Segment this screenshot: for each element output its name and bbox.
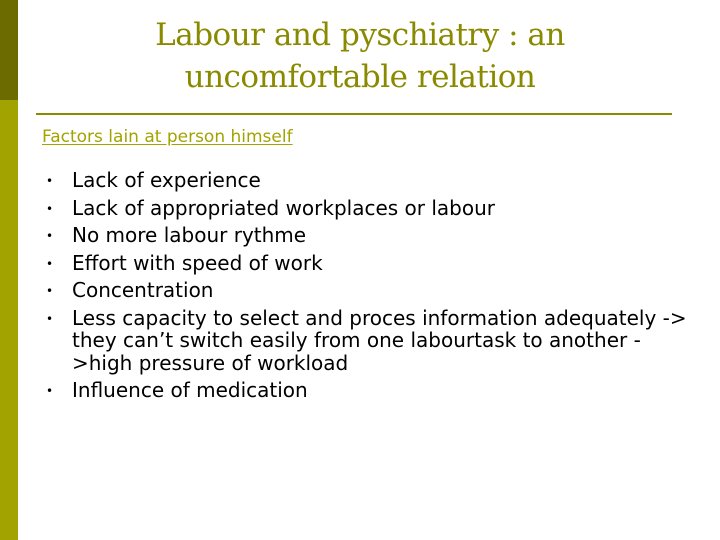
bullet-item — [40, 279, 690, 302]
bullet-item — [40, 197, 690, 220]
bullet-item — [40, 252, 690, 275]
bullet-item — [40, 169, 690, 192]
bullet-icon: • — [46, 229, 54, 243]
bullet-icon: • — [46, 256, 54, 271]
bullet-icon: • — [46, 311, 54, 326]
title-divider — [36, 113, 672, 115]
bullet-text: Effort with speed of work — [72, 250, 323, 275]
bullet-icon: • — [46, 174, 54, 188]
bullet-text: Less capacity to select and proces information adequately -> they can’t switch easily from one labourtask to another ->high pressure of workload — [72, 305, 687, 375]
bullet-icon: • — [46, 201, 54, 216]
bullet-text: Lack of appropriated workplaces or labour — [72, 195, 496, 220]
bullet-text: Influence of medication — [72, 378, 308, 402]
bullet-icon: • — [46, 284, 54, 298]
bullet-icon: • — [46, 384, 54, 398]
bullet-text: No more labour rythme — [72, 223, 307, 247]
sidebar-accent-light — [0, 100, 18, 540]
bullet-text: Concentration — [72, 278, 214, 302]
bullet-text: Lack of experience — [72, 168, 261, 192]
slide-title-line-2: uncomfortable relation — [184, 59, 536, 95]
slide-subtitle: Factors lain at person himself — [42, 127, 293, 147]
sidebar-accent-dark — [0, 0, 18, 100]
slide-title — [60, 14, 660, 98]
bullet-item — [40, 224, 690, 247]
slide-title-line-1: Labour and pyschiatry : an — [155, 17, 565, 53]
bullet-item — [40, 379, 690, 402]
bullet-item — [40, 307, 690, 375]
bullet-list — [40, 169, 690, 407]
